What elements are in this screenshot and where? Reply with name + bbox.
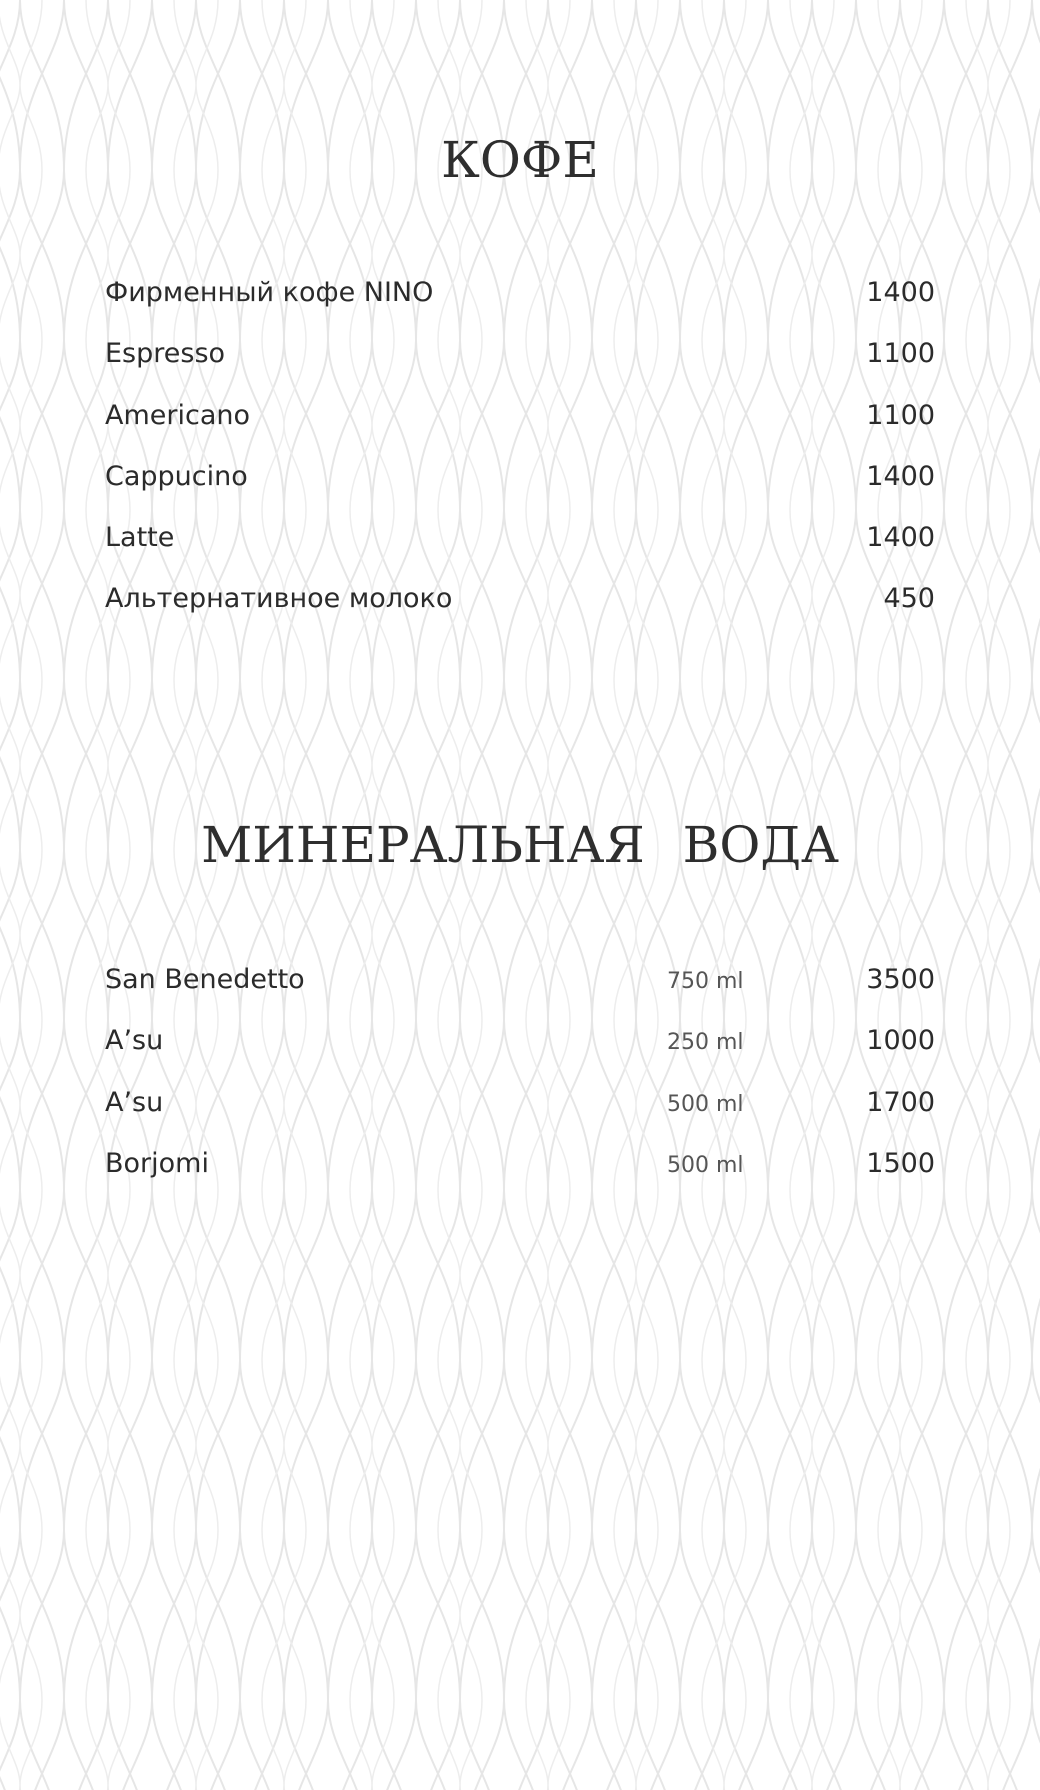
item-price: 450: [883, 583, 935, 615]
item-name: Americano: [105, 399, 251, 431]
item-name: A’su: [105, 1086, 164, 1118]
item-price: 1000: [866, 1025, 935, 1057]
menu-item: [105, 1021, 935, 1082]
water-item-list: [105, 960, 935, 1205]
menu-item: [105, 273, 935, 334]
item-volume: 750 ml: [667, 969, 744, 994]
item-volume: 500 ml: [667, 1152, 744, 1178]
item-name: Borjomi: [105, 1147, 209, 1179]
item-name: San Benedetto: [105, 964, 305, 995]
menu-item: [105, 518, 935, 579]
item-price: 3500: [866, 964, 935, 995]
item-volume: 250 ml: [667, 1030, 744, 1056]
item-name: Espresso: [105, 338, 226, 370]
item-price: 1400: [866, 277, 935, 308]
menu-item: [105, 334, 935, 395]
menu-item: [105, 1083, 935, 1144]
item-price: 1400: [866, 522, 935, 554]
section-title-mineral-water: МИНЕРАЛЬНАЯ ВОДА: [201, 816, 839, 874]
menu-item: [105, 457, 935, 518]
item-name: Cappucino: [105, 460, 248, 492]
item-name: Фирменный кофе NINO: [105, 277, 434, 308]
item-price: 1400: [866, 460, 935, 492]
item-volume: 500 ml: [667, 1091, 744, 1117]
menu-item: [105, 579, 935, 640]
menu-item: [105, 1144, 935, 1205]
section-title-coffee: КОФЕ: [441, 131, 599, 189]
item-name: Latte: [105, 522, 175, 554]
item-name: Альтернативное молоко: [105, 583, 453, 615]
item-price: 1100: [866, 399, 935, 431]
item-price: 1700: [866, 1086, 935, 1118]
item-price: 1100: [866, 338, 935, 370]
menu-item: [105, 960, 935, 1021]
coffee-item-list: [105, 273, 935, 641]
menu-item: [105, 396, 935, 457]
item-name: A’su: [105, 1025, 164, 1057]
item-price: 1500: [866, 1147, 935, 1179]
